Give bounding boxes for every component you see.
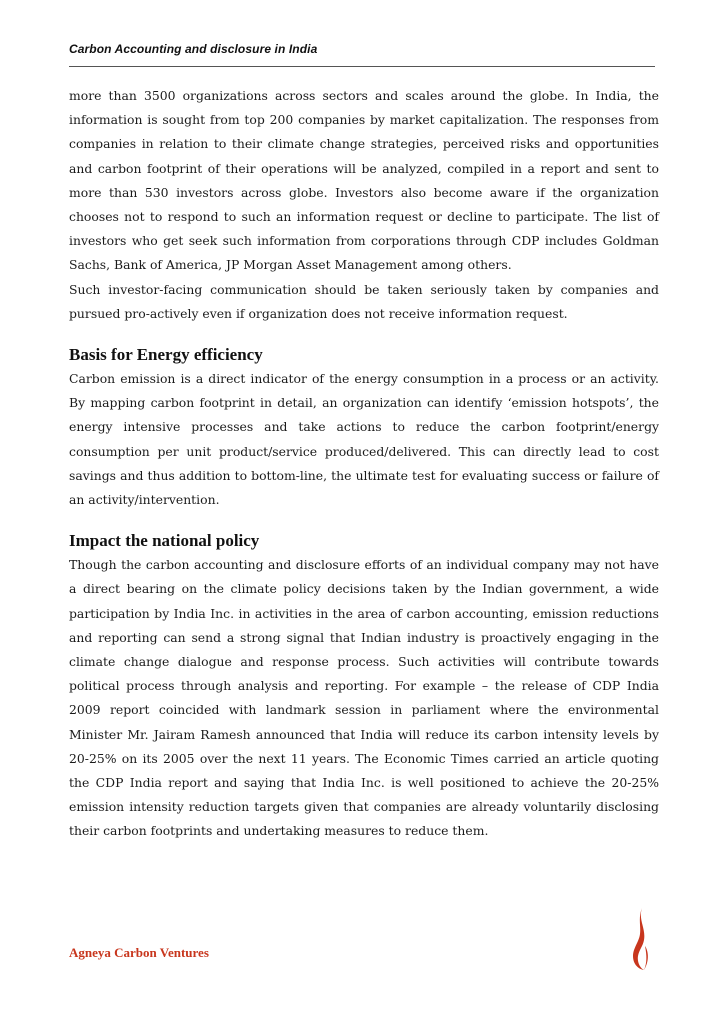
document-body bbox=[69, 84, 659, 844]
section-heading-energy-efficiency: Basis for Energy efficiency bbox=[69, 345, 263, 365]
footer-company-name: Agneya Carbon Ventures bbox=[69, 945, 209, 960]
header-divider bbox=[69, 66, 655, 67]
section-paragraph-energy-efficiency: Carbon emission is a direct indicator of the energy consumption in a process or an activity. By mapping carbon footprint in detail, an organization can identify ‘emission hotspots’, the energy intensive processes and take actions to reduce the carbon footprint/energy consumption per unit product/service produced/delivered. This can directly lead to cost savings and thus addition to bottom-line, the ultimate test for evaluating success or failure of an activity/intervention. bbox=[69, 371, 659, 508]
intro-paragraph-2: Such investor-facing communication should be taken seriously taken by companies and pursued pro-actively even if organization does not receive information request. bbox=[69, 281, 659, 321]
spacer bbox=[69, 512, 659, 529]
spacer bbox=[69, 326, 659, 343]
running-header: Carbon Accounting and disclosure in India bbox=[69, 42, 318, 56]
intro-paragraph: more than 3500 organizations across sectors and scales around the globe. In India, the information is sought from top 200 companies by market capitalization. The responses from companies in relation to their climate change strategies, perceived risks and opportunities and carbon footprint of their operations will be analyzed, compiled in a report and sent to more than 530 investors across globe. Investors also become aware if the organization chooses not to respond to such an information request or decline to participate. The list of investors who get seek such information from corporations through CDP includes Goldman Sachs, Bank of America, JP Morgan Asset Management among others. bbox=[69, 88, 659, 273]
section-heading-national-policy: Impact the national policy bbox=[69, 531, 260, 551]
section-paragraph-national-policy: Though the carbon accounting and disclosure efforts of an individual company may not have a direct bearing on the climate policy decisions taken by the Indian government, a wide participation by India Inc. in activities in the area of carbon accounting, emission reductions and reporting can send a strong signal that Indian industry is proactively engaging in the climate change dialogue and response process. Such activities will contribute towards political process through analysis and reporting. For example – the release of CDP India 2009 report coincided with landmark session in parliament where the environmental Minister Mr. Jairam Ramesh announced that India will reduce its carbon intensity levels by 20-25% on its 2005 over the next 11 years. The Economic Times carried an article quoting the CDP India report and saying that India Inc. is well positioned to achieve the 20-25% emission intensity reduction targets given that companies are already voluntarily disclosing their carbon footprints and undertaking measures to reduce them. bbox=[69, 557, 659, 839]
flame-icon bbox=[626, 906, 656, 972]
